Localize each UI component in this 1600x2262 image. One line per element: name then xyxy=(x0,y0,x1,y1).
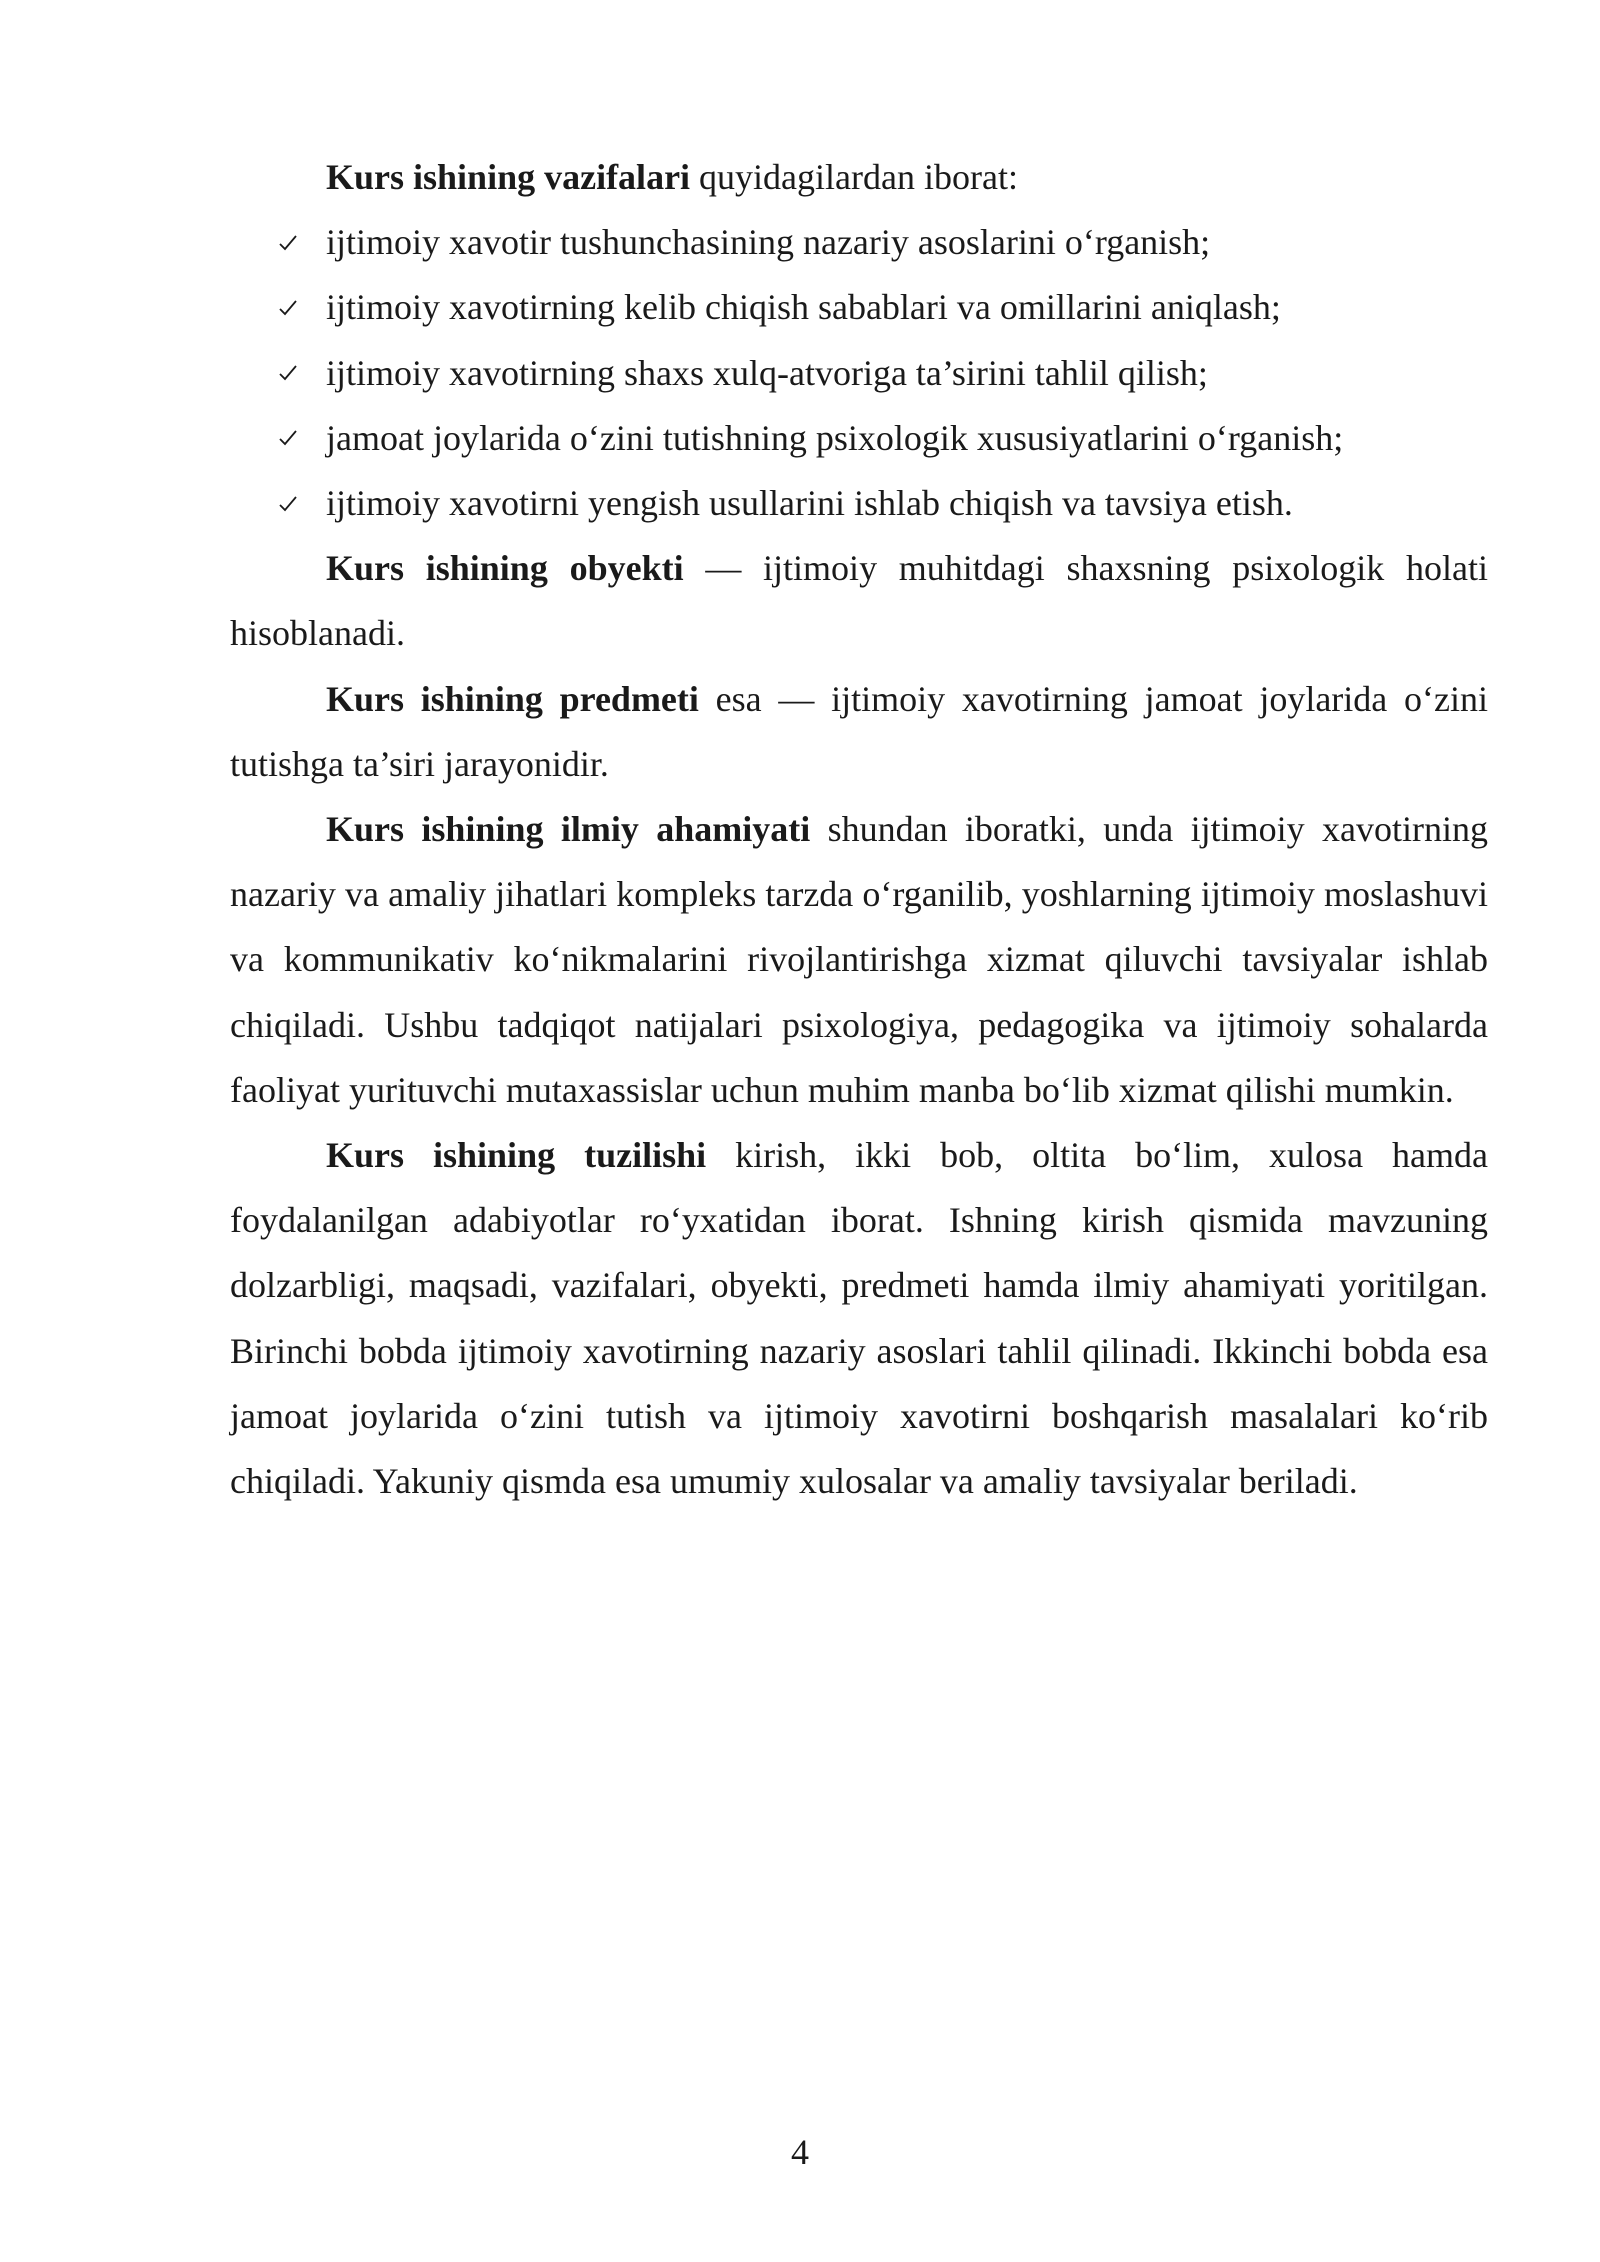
significance-label: Kurs ishining ilmiy ahamiyati xyxy=(326,809,811,850)
list-item-text: ijtimoiy xavotirning kelib chiqish sabablari va omillarini aniqlash; xyxy=(326,287,1281,328)
object-label: Kurs ishining obyekti xyxy=(326,548,684,589)
significance-text: shundan iboratki, unda ijtimoiy xavotirning nazariy va amaliy jihatlari kompleks tarzda o‘rganilib, yoshlarning ijtimoiy moslashuvi va kommunikativ ko‘nikmalarini rivojlantirishga xizmat qiluvchi tavsiyalar ishlab chiqiladi. Ushbu tadqiqot natijalari psixologiya, pedagogika va ijtimoiy sohalarda faoliyat yurituvchi mutaxassislar uchun muhim manba bo‘lib xizmat qilishi mumkin. xyxy=(230,809,1488,1110)
checkmark-icon xyxy=(278,471,300,536)
subject-paragraph xyxy=(230,667,1488,797)
checkmark-icon xyxy=(278,210,300,275)
significance-paragraph xyxy=(230,797,1488,1123)
tasks-list xyxy=(230,210,1488,536)
structure-paragraph xyxy=(230,1123,1488,1514)
list-item-text: ijtimoiy xavotir tushunchasining nazariy asoslarini o‘rganish; xyxy=(326,222,1211,263)
checkmark-icon xyxy=(278,406,300,471)
list-item-text: ijtimoiy xavotirni yengish usullarini ishlab chiqish va tavsiya etish. xyxy=(326,483,1293,524)
list-item xyxy=(230,275,1488,340)
subject-text: esa — ijtimoiy xavotirning jamoat joylarida o‘zini tutishga ta’siri jarayonidir. xyxy=(230,678,1488,784)
list-item xyxy=(230,471,1488,536)
subject-label: Kurs ishining predmeti xyxy=(326,678,699,719)
page-body xyxy=(230,145,1488,1514)
object-text: — ijtimoiy muhitdagi shaxsning psixologik holati hisoblanadi. xyxy=(230,548,1488,654)
list-item-text: ijtimoiy xavotirning shaxs xulq-atvoriga ta’sirini tahlil qilish; xyxy=(326,352,1208,393)
list-item xyxy=(230,210,1488,275)
list-item xyxy=(230,341,1488,406)
checkmark-icon xyxy=(278,341,300,406)
page-number: 4 xyxy=(791,2132,809,2172)
object-paragraph xyxy=(230,536,1488,666)
list-item-text: jamoat joylarida o‘zini tutishning psixologik xususiyatlarini o‘rganish; xyxy=(326,417,1344,458)
structure-label: Kurs ishining tuzilishi xyxy=(326,1135,707,1176)
tasks-heading-text: quyidagilardan iborat: xyxy=(690,157,1018,197)
tasks-heading xyxy=(230,145,1488,210)
list-item xyxy=(230,406,1488,471)
tasks-heading-bold: Kurs ishining vazifalari xyxy=(326,157,691,197)
structure-text: kirish, ikki bob, oltita bo‘lim, xulosa hamda foydalanilgan adabiyotlar ro‘yxatidan iborat. Ishning kirish qismida mavzuning dolzarbligi, maqsadi, vazifalari, obyekti, predmeti hamda ilmiy ahamiyati yoritilgan. Birinchi bobda ijtimoiy xavotirning nazariy asoslari tahlil qilinadi. Ikkinchi bobda esa jamoat joylarida o‘zini tutish va ijtimoiy xavotirni boshqarish masalalari ko‘rib chiqiladi. Yakuniy qismda esa umumiy xulosalar va amaliy tavsiyalar beriladi. xyxy=(230,1135,1488,1502)
checkmark-icon xyxy=(278,275,300,340)
